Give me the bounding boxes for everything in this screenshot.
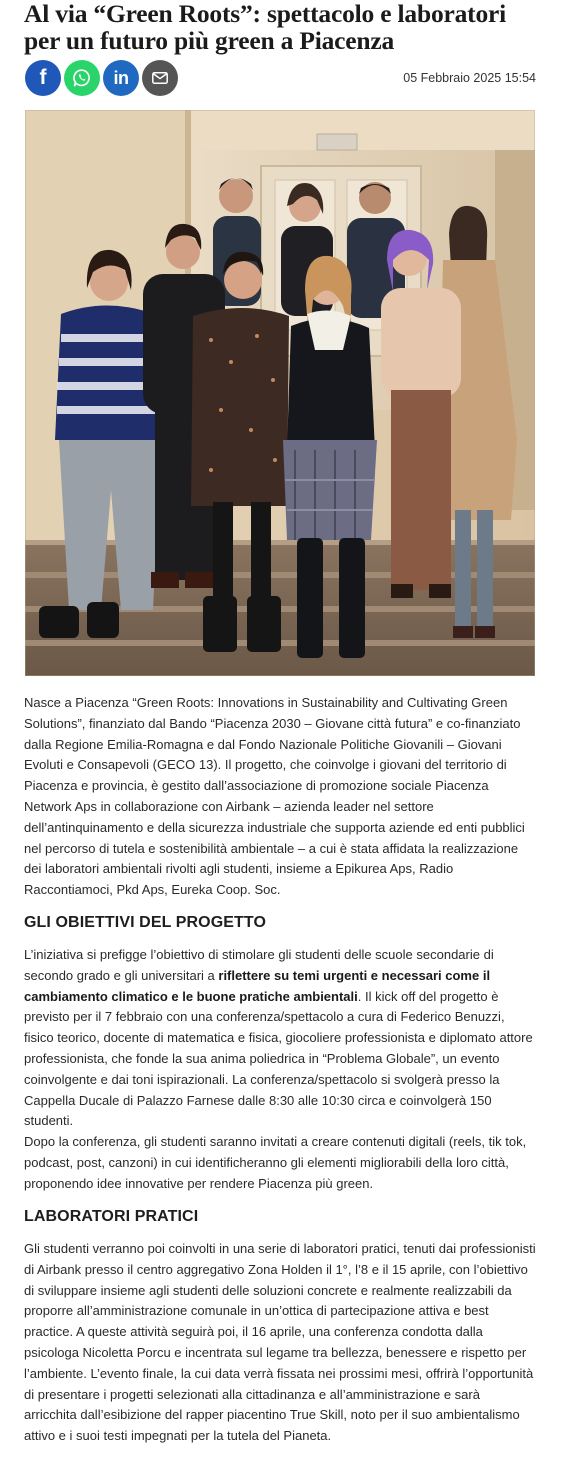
article-photo — [25, 110, 535, 676]
share-whatsapp-button[interactable] — [64, 60, 100, 96]
goals-paragraph: L’iniziativa si prefigge l’obiettivo di stimolare gli studenti delle scuole secondarie di secondo grado e gli universitari a riflettere su temi urgenti e necessari come il cambiamento climatico e le buone pratiche ambientali. Il kick off del progetto è previsto per il 7 febbraio con una conferenza/spettacolo a cura di Federico Benuzzi, fisico teorico, docente di matematica e fisica, giocoliere professionista e diplomato attore professionista, che fonde la sua anima poliedrica in “Problema Globale”, un evento coinvolgente e dai toni ispirazionali. La conferenza/spettacolo si svolgerà presso la Cappella Ducale di Palazzo Farnese dalle 8:30 alle 10:30 circa e coinvolgerà 150 studenti. Dopo la conferenza, gli studenti saranno invitati a creare contenuti digitali (reels, tik tok, podcast, post, canzoni) in cui identificheranno gli elementi migliorabili della loro città, proponendo idee innovative per rendere Piacenza più green. — [24, 945, 536, 1195]
section-heading-labs: LABORATORI PRATICI — [24, 1208, 199, 1225]
article-title: Al via “Green Roots”: spettacolo e laboratori per un futuro più green a Piacenza — [24, 0, 507, 55]
publish-date: 05 Febbraio 2025 15:54 — [403, 71, 536, 85]
goals-highlight: riflettere su temi urgenti e necessari come il cambiamento climatico e le buone pratiche ambientali — [24, 967, 491, 1004]
share-linkedin-button[interactable] — [103, 60, 139, 96]
envelope-icon — [152, 72, 168, 84]
linkedin-icon: in — [113, 68, 129, 88]
article-meta — [24, 60, 536, 98]
labs-paragraph: Gli studenti verranno poi coinvolti in una serie di laboratori pratici, tenuti dai professionisti di Airbank presso il centro aggregativo Zona Holden il 1°, l’8 e il 15 aprile, con l’obiettivo di sviluppare insieme agli studenti delle soluzioni concrete e realmente realizzabili da proporre all’amministrazione comunale in un’ottica di partecipazione attiva e best practice. A queste attività seguirà poi, il 16 aprile, una conferenza condotta dalla psicologa Nicoletta Porcu e incentrata sul legame tra bellezza, benessere e rispetto per l’ambiente. L’evento finale, la cui data verrà fissata nei prossimi mesi, offrirà l’opportunità di presentare i progetti selezionati alla cittadinanza e all’amministrazione e sarà arricchita dall’esibizione del rapper piacentino True Skill, noto per il suo ambientalismo attivo e i suoi testi impegnati per la tutela del Pianeta. — [24, 1241, 536, 1444]
article — [24, 0, 536, 1444]
whatsapp-icon — [72, 68, 92, 88]
goals-followup: Dopo la conferenza, gli studenti saranno invitati a creare contenuti digitali (reels, tik tok, podcast, post, canzoni) in cui identificheranno gli elementi migliorabili della loro città, proponendo idee innovative per rendere Piacenza più green. — [24, 1134, 527, 1191]
share-facebook-button[interactable] — [25, 60, 61, 96]
facebook-icon: f — [39, 66, 47, 89]
section-heading-goals: GLI OBIETTIVI DEL PROGETTO — [24, 914, 267, 931]
intro-paragraph: Nasce a Piacenza “Green Roots: Innovations in Sustainability and Cultivating Green Solutions”, finanziato dal Bando “Piacenza 2030 – Giovane città futura” e co-finanziato dalla Regione Emilia-Romagna e dal Fondo Nazionale Politiche Giovanili – Giovani Evoluti e Consapevoli (GECO 13). Il progetto, che coinvolge i giovani del territorio di Piacenza e provincia, è gestito dall’associazione di promozione sociale Piacenza Network Aps in collaborazione con Airbank – azienda leader nel settore dell’antinquinamento e della sicurezza industriale che supporta aziende ed enti pubblici nel percorso di tutela e sostenibilità ambientale – a cui è stata affidata la realizzazione dei laboratori ambientali rivolti agli studenti, insieme a Epikurea Aps, Radio Raccontiamoci, Pkd Aps, Eureka Coop. Soc. — [24, 695, 525, 898]
share-email-button[interactable] — [142, 60, 178, 96]
